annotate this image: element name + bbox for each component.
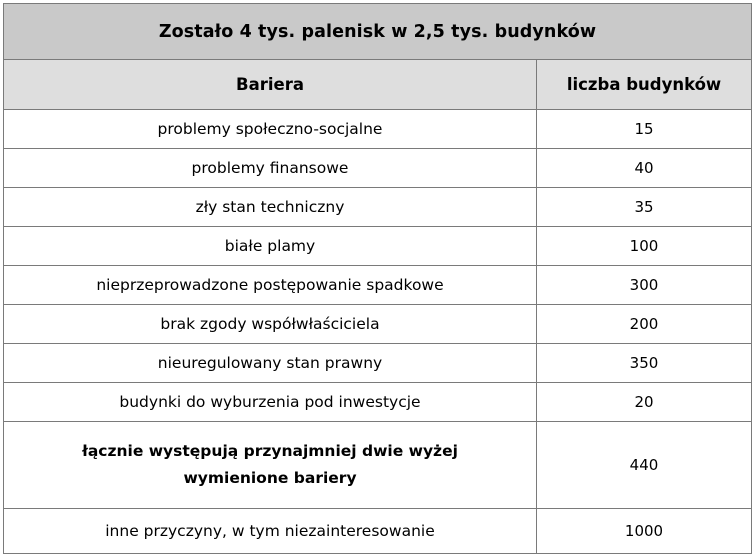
row-label: białe plamy: [4, 227, 537, 266]
table-row: [4, 344, 752, 383]
table-row: [4, 227, 752, 266]
column-header-barrier: Bariera: [4, 60, 537, 110]
row-value: 20: [537, 383, 752, 422]
row-label: nieuregulowany stan prawny: [4, 344, 537, 383]
table-row: [4, 149, 752, 188]
row-label: inne przyczyny, w tym niezainteresowanie: [4, 509, 537, 554]
table-row: [4, 422, 752, 509]
row-value: 40: [537, 149, 752, 188]
row-value: 300: [537, 266, 752, 305]
row-label: problemy finansowe: [4, 149, 537, 188]
table-row: [4, 305, 752, 344]
barriers-table: [3, 3, 752, 554]
row-value: 15: [537, 110, 752, 149]
column-header-count: liczba budynków: [537, 60, 752, 110]
row-label: zły stan techniczny: [4, 188, 537, 227]
row-value: 35: [537, 188, 752, 227]
row-label: budynki do wyburzenia pod inwestycje: [4, 383, 537, 422]
row-value: 100: [537, 227, 752, 266]
table-row: [4, 266, 752, 305]
table-title-row: [4, 4, 752, 60]
row-label: łącznie występują przynajmniej dwie wyżej wymienione bariery: [4, 422, 537, 509]
row-value: 1000: [537, 509, 752, 554]
row-label: nieprzeprowadzone postępowanie spadkowe: [4, 266, 537, 305]
row-value: 350: [537, 344, 752, 383]
table-row: [4, 383, 752, 422]
row-label: problemy społeczno-socjalne: [4, 110, 537, 149]
table-title: Zostało 4 tys. palenisk w 2,5 tys. budynków: [4, 4, 752, 60]
row-value: 440: [537, 422, 752, 509]
table-row: [4, 188, 752, 227]
table-row: [4, 110, 752, 149]
row-label: brak zgody współwłaściciela: [4, 305, 537, 344]
table-header-row: [4, 60, 752, 110]
table-row: [4, 509, 752, 554]
row-value: 200: [537, 305, 752, 344]
